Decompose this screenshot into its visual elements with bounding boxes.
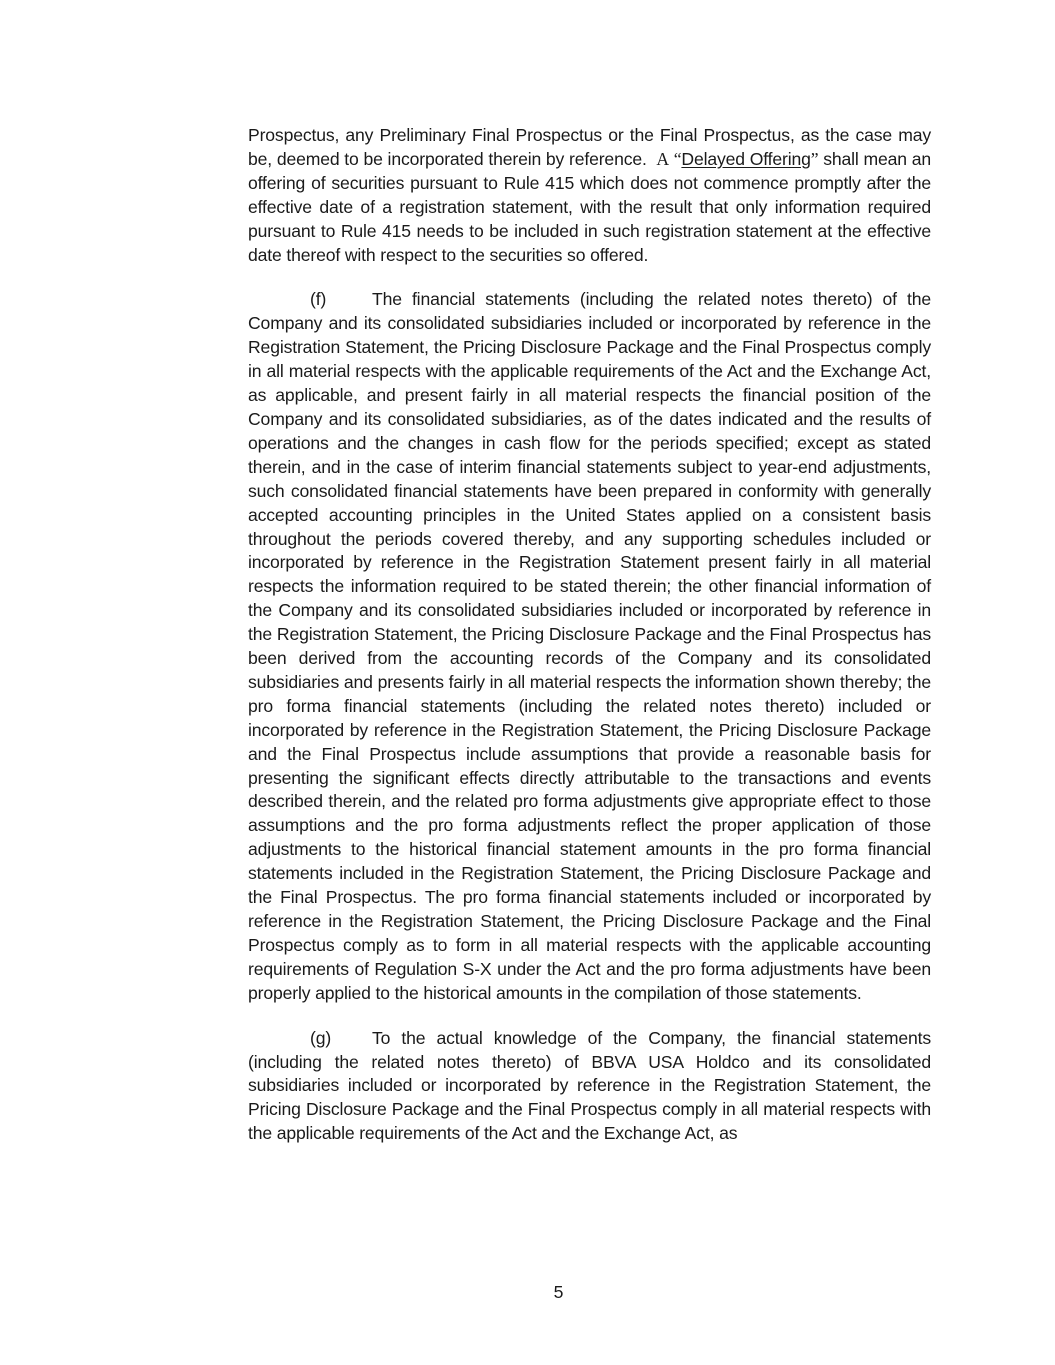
paragraph-e-article: A xyxy=(656,148,669,169)
paragraph-g-text: To the actual knowledge of the Company, the financial statements (including the related notes thereto) of BBVA USA Holdco and its consolidated subsidiaries included or incorporated by reference in the Registration Statement, the Pricing Disclosure Package and the Final Prospectus comply in all material respects with the applicable requirements of the Act and the Exchange Act, as xyxy=(248,1027,931,1144)
paragraph-g-label: (g) xyxy=(310,1027,332,1048)
close-quote: ” xyxy=(810,148,819,169)
defined-term-delayed-offering: Delayed Offering xyxy=(681,148,811,169)
paragraph-e-text-2: shall mean an offering of securities pursuant to Rule 415 which does not commence promptly after the effective date of a registration statement, with the result that only information required pursuant to Rule 415 needs to be included in such registration statement at the effective date thereof with respect to the securities so offered. xyxy=(248,148,931,265)
paragraph-e-continued xyxy=(248,124,931,267)
paragraph-f-text: The financial statements (including the related notes thereto) of the Company and its consolidated subsidiaries included or incorporated by reference in the Registration Statement, the Pricing Disclosure Package and the Final Prospectus comply in all material respects with the applicable requirements of the Act and the Exchange Act, as applicable, and present fairly in all material respects the financial position of the Company and its consolidated subsidiaries, as of the dates indicated and the results of operations and the changes in cash flow for the periods specified; except as stated therein, and in the case of interim financial statements subject to year-end adjustments, such consolidated financial statements have been prepared in conformity with generally accepted accounting principles in the United States applied on a consistent basis throughout the periods covered thereby, and any supporting schedules included or incorporated by reference in the Registration Statement present fairly in all material respects the information required to be stated therein; the other financial information of the Company and its consolidated subsidiaries included or incorporated by reference in the Registration Statement, the Pricing Disclosure Package and the Final Prospectus has been derived from the accounting records of the Company and its consolidated subsidiaries and presents fairly in all material respects the information shown thereby; the pro forma financial statements (including the related notes thereto) included or incorporated by reference in the Registration Statement, the Pricing Disclosure Package and the Final Prospectus include assumptions that provide a reasonable basis for presenting the significant effects directly attributable to the transactions and events described therein, and the related pro forma adjustments give appropriate effect to those assumptions and the pro forma adjustments reflect the proper application of those adjustments to the historical financial statement amounts in the pro forma financial statements included in the Registration Statement, the Pricing Disclosure Package and the Final Prospectus. The pro forma financial statements included or incorporated by reference in the Registration Statement, the Pricing Disclosure Package and the Final Prospectus comply as to form in all material respects with the applicable accounting requirements of Regulation S-X under the Act and the pro forma adjustments have been properly applied to the historical amounts in the compilation of those statements. xyxy=(248,289,931,1003)
paragraph-e-text-1: Prospectus, any Preliminary Final Prospectus or the Final Prospectus, as the case may be, deemed to be incorporated therein by reference. xyxy=(248,125,931,169)
paragraph-f-label: (f) xyxy=(310,289,327,310)
page-number: 5 xyxy=(553,1282,564,1302)
paragraph-f xyxy=(248,288,931,1005)
open-quote: “ xyxy=(673,148,682,169)
paragraph-g xyxy=(248,1027,931,1147)
document-page xyxy=(248,124,931,1146)
